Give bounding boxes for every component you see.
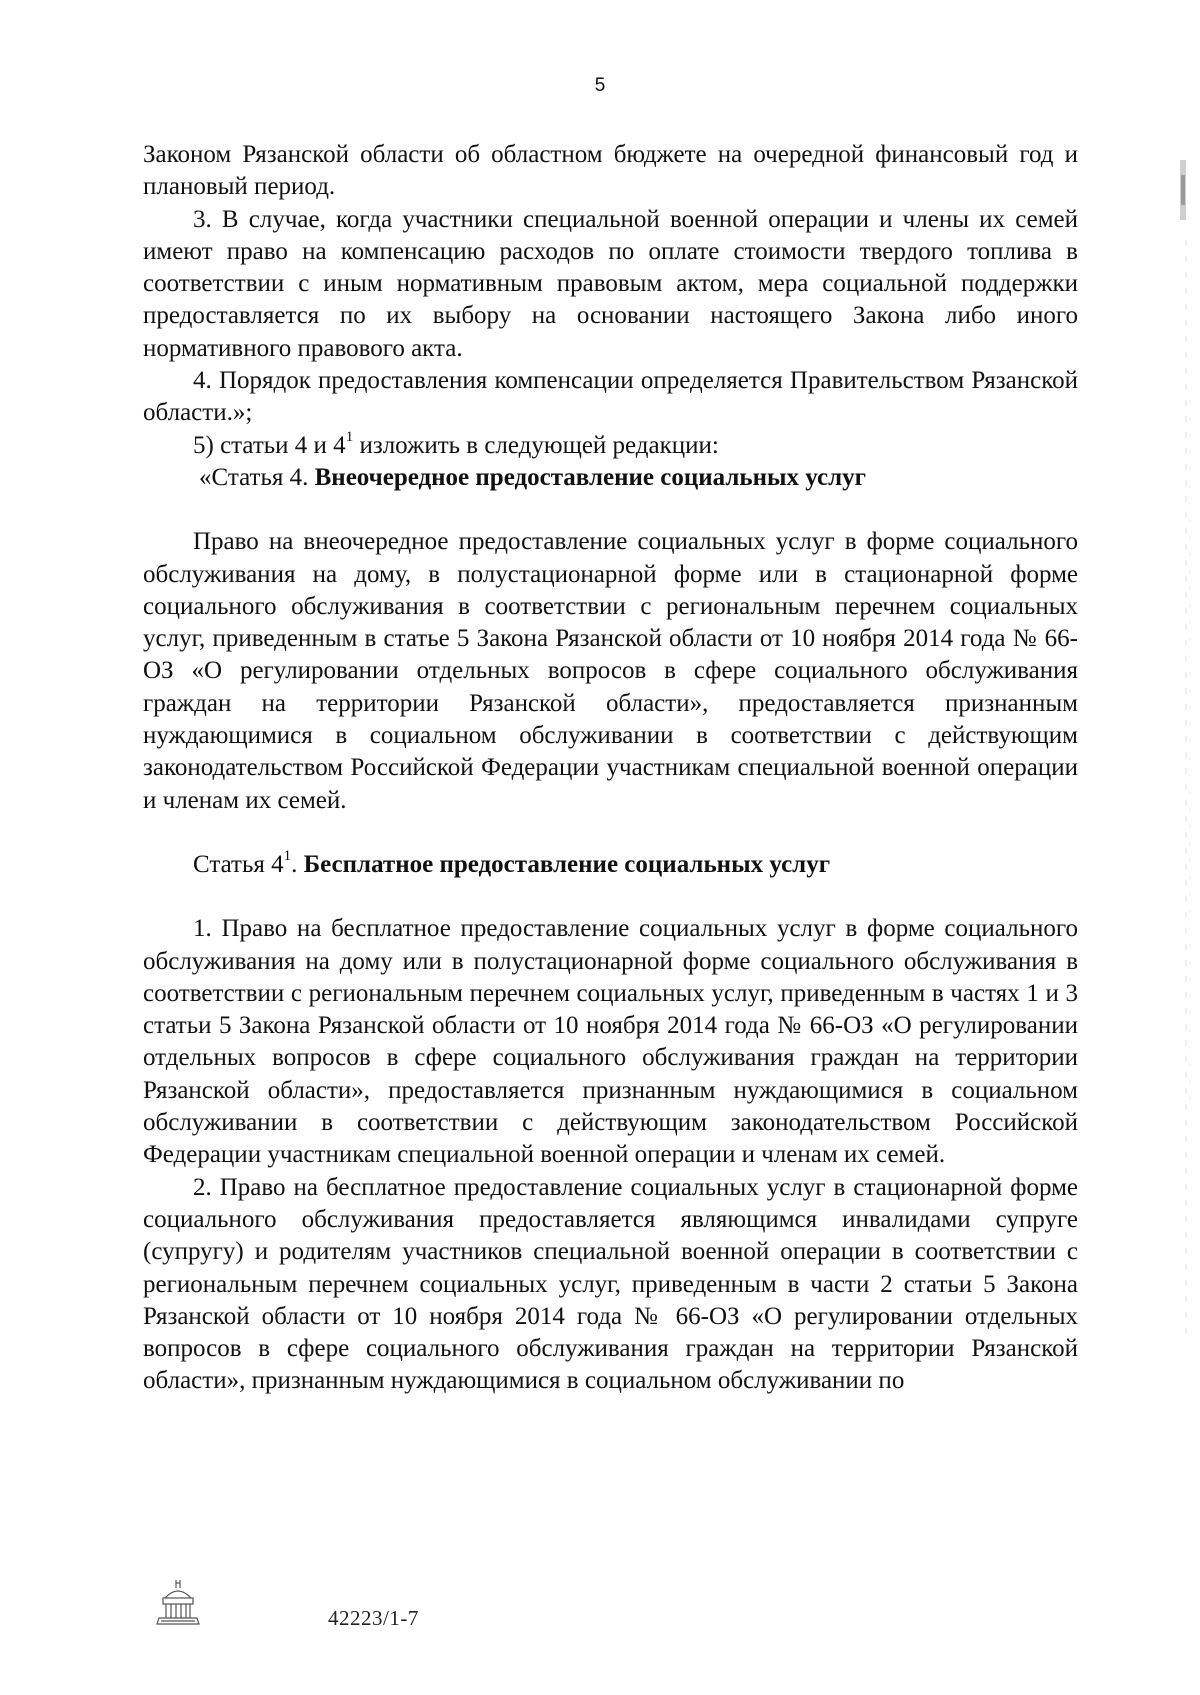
paragraph-item-3: 3. В случае, когда участники специальной военной операции и члены их семей имеют право на компенсацию расходов по оплате стоимости твердого топлива в соответствии с иным нормативным правовым актом, мера социальной поддержки предоставляется по их выбору на основании настоящего Закона либо иного нормативного правового акта. bbox=[143, 205, 1078, 362]
spacer bbox=[143, 494, 1078, 526]
article-4-prefix: «Статья 4. bbox=[199, 463, 315, 491]
article-4-title: Внеочередное предоставление социальных услуг bbox=[314, 463, 867, 491]
item-5-superscript: 1 bbox=[345, 429, 354, 446]
item-5-text-end: изложить в следующей редакции: bbox=[353, 431, 719, 459]
spacer bbox=[143, 881, 1078, 913]
page-number: 5 bbox=[594, 75, 606, 96]
article-4-1-part-1: 1. Право на бесплатное предоставление социальных услуг в форме социального обслуживания на дому или в полустационарной форме социального обслуживания в соответствии с региональным перечнем социальных услуг, приведенным в частях 1 и 3 статьи 5 Закона Рязанской области от 10 ноября 2014 года № 66-ОЗ «О регулировании отдельных вопросов в сфере социального обслуживания граждан на территории Рязанской области», предоставляется признанным нуждающимися в социальном обслуживании в соответствии с действующим законодательством Российской Федерации участникам специальной военной операции и членам их семей. bbox=[143, 915, 1078, 1169]
document-body bbox=[143, 139, 1078, 1398]
document-code: 42223/1-7 bbox=[328, 1606, 419, 1630]
paragraph-item-4: 4. Порядок предоставления компенсации определяется Правительством Рязанской области.»; bbox=[143, 367, 1078, 427]
paragraph-budget: Законом Рязанской области об областном бюджете на очередной финансовый год и плановый период. bbox=[143, 141, 1078, 201]
article-4-1-heading bbox=[143, 849, 1078, 881]
article-4-heading bbox=[143, 462, 1078, 494]
article-4-1-title: Бесплатное предоставление социальных услуг bbox=[303, 850, 831, 878]
article-4-1-dot: . bbox=[291, 850, 304, 878]
item-5-text-start: 5) статьи 4 и 4 bbox=[193, 431, 346, 459]
spacer bbox=[143, 817, 1078, 849]
article-4-text: Право на внеочередное предоставление социальных услуг в форме социального обслуживания на дому, в полустационарной форме или в стационарной форме социального обслуживания в соответствии с региональным перечнем социальных услуг, приведенным в статье 5 Закона Рязанской области от 10 ноября 2014 года № 66-ОЗ «О регулировании отдельных вопросов в сфере социального обслуживания граждан на территории Рязанской области», предоставляется признанным нуждающимися в социальном обслуживании в соответствии с действующим законодательством Российской Федерации участникам специальной военной операции и членам их семей. bbox=[143, 528, 1078, 814]
article-4-1-prefix: Статья 4 bbox=[193, 850, 284, 878]
coat-of-arms-emblem-icon bbox=[155, 1578, 201, 1628]
article-4-1-superscript: 1 bbox=[283, 848, 292, 865]
scan-edge-artifact bbox=[1168, 0, 1200, 1695]
paragraph-item-5 bbox=[143, 430, 1078, 462]
article-4-1-part-2: 2. Право на бесплатное предоставление социальных услуг в стационарной форме социального обслуживания предоставляется являющимся инвалидами супруге (супругу) и родителям участников специальной военной операции в соответствии с региональным перечнем социальных услуг, приведенным в части 2 статьи 5 Закона Рязанской области от 10 ноября 2014 года № 66-ОЗ «О регулировании отдельных вопросов в сфере социального обслуживания граждан на территории Рязанской области», признанным нуждающимися в социальном обслуживании по bbox=[143, 1173, 1078, 1395]
